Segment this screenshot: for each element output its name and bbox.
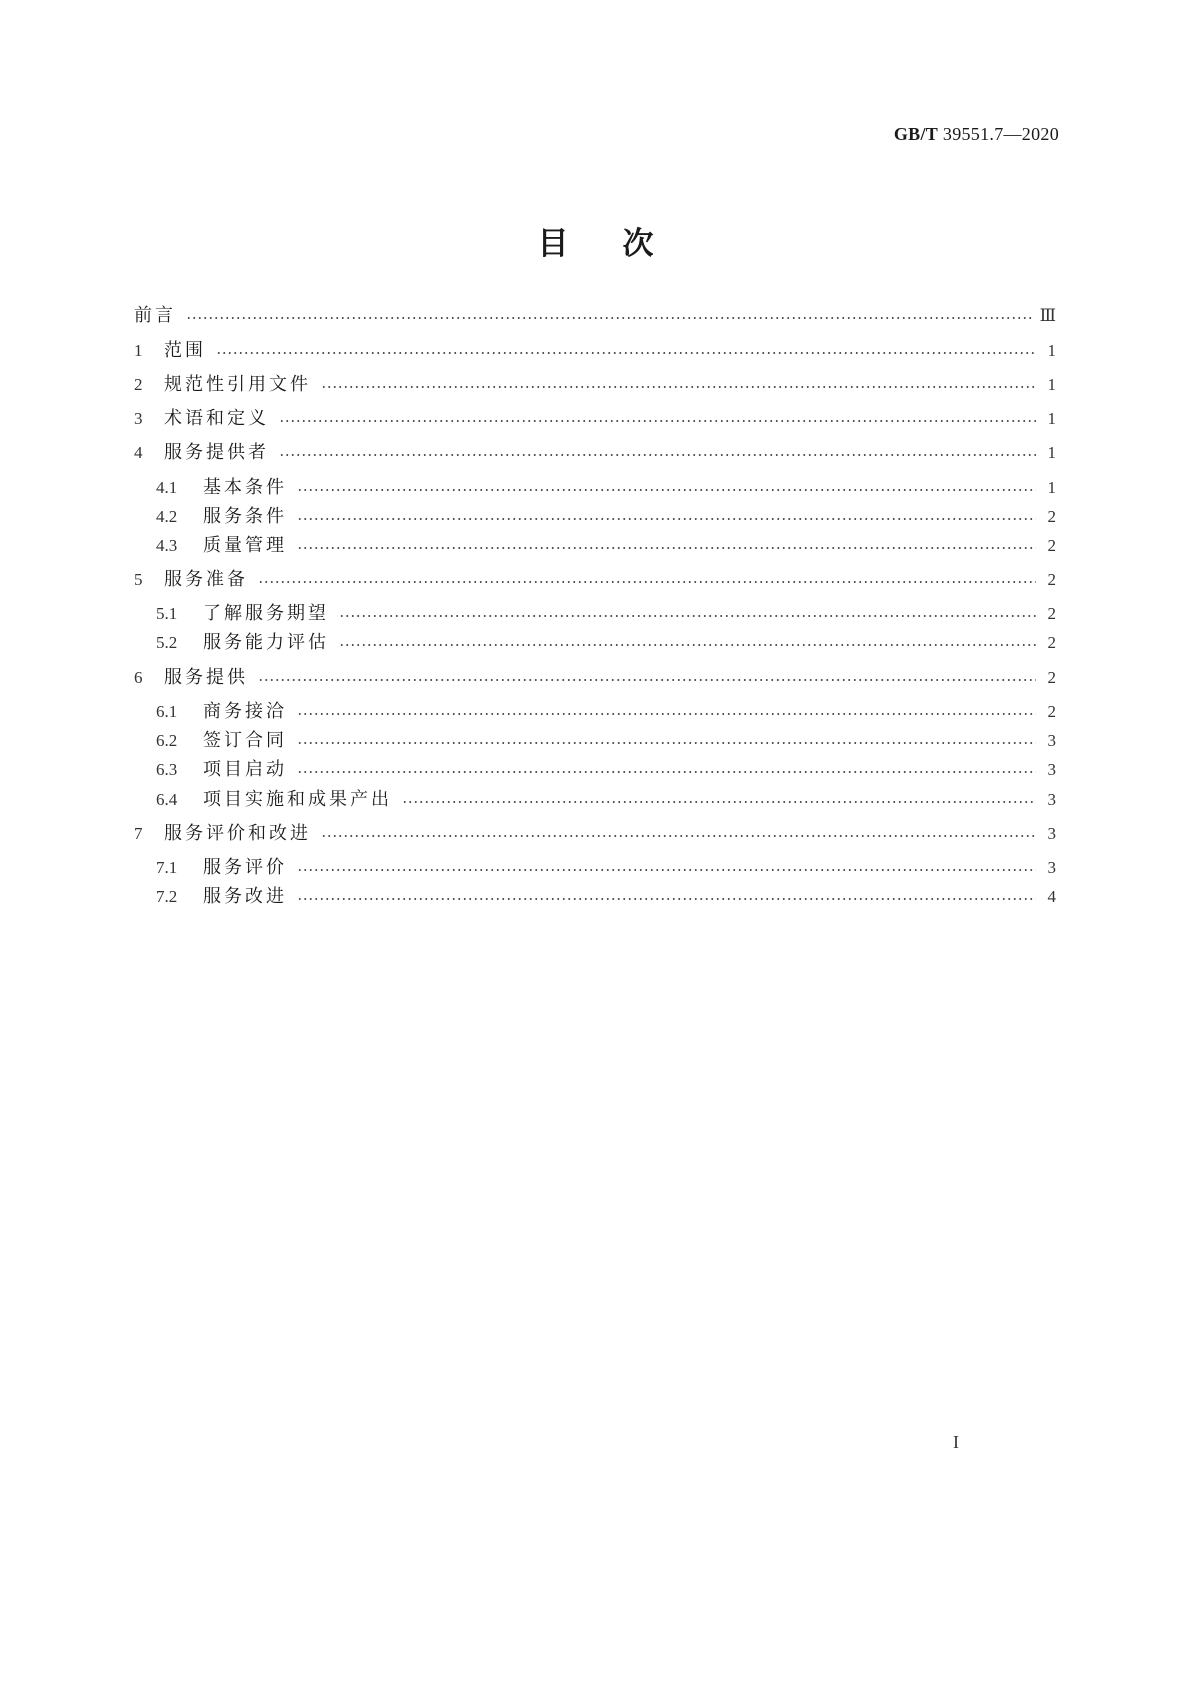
toc-entry-page: 3 (1047, 824, 1056, 843)
toc-entry-page: 1 (1047, 443, 1056, 462)
toc-dot-leader (297, 517, 1036, 521)
toc-dot-leader (297, 488, 1036, 492)
toc-dot-leader (297, 868, 1036, 872)
toc-dot-leader (321, 385, 1036, 389)
toc-entry-label: 了解服务期望 (203, 603, 329, 624)
toc-entry-number: 7.1 (156, 858, 178, 877)
toc-entry[interactable] (156, 788, 1056, 812)
toc-entry-page: 1 (1047, 375, 1056, 394)
page-number: I (953, 1432, 959, 1452)
toc-entry-label: 服务改进 (203, 886, 287, 907)
toc-entry[interactable] (134, 441, 1056, 465)
toc-entry-label: 范围 (164, 340, 206, 361)
toc-entry[interactable] (156, 631, 1056, 655)
toc-entry[interactable] (156, 885, 1056, 909)
toc-entry[interactable] (156, 602, 1056, 626)
toc-entry-page: 1 (1047, 478, 1056, 497)
toc-entry-page: 2 (1047, 570, 1056, 589)
toc-dot-leader (297, 712, 1036, 716)
toc-entry-label: 规范性引用文件 (164, 374, 311, 395)
toc-entry-label: 服务评价和改进 (164, 823, 311, 844)
toc-entry-page: 2 (1047, 668, 1056, 687)
toc-entry-number: 7.2 (156, 887, 178, 906)
toc-entry-page: 3 (1047, 858, 1056, 877)
toc-entry-page: Ⅲ (1039, 306, 1056, 325)
toc-entry-label: 前言 (134, 305, 176, 326)
toc-entry-page: 3 (1047, 731, 1056, 750)
toc-entry[interactable] (156, 505, 1056, 529)
toc-entry-label: 服务条件 (203, 506, 287, 527)
toc-entry[interactable] (156, 758, 1056, 782)
toc-entry[interactable] (134, 666, 1056, 690)
toc-entry-label: 服务能力评估 (203, 632, 329, 653)
toc-entry[interactable] (134, 822, 1056, 846)
toc-entry-number: 4.3 (156, 536, 178, 555)
toc-entry-page: 2 (1047, 604, 1056, 623)
toc-entry-number: 1 (134, 341, 143, 360)
toc-title: 目次 (537, 226, 708, 262)
toc-entry-label: 商务接洽 (203, 701, 287, 722)
toc-dot-leader (279, 419, 1036, 423)
toc-dot-leader (258, 678, 1036, 682)
toc-entry-page: 2 (1047, 536, 1056, 555)
toc-entry-page: 4 (1047, 887, 1056, 906)
toc-entry-number: 6 (134, 668, 143, 687)
toc-entry-number: 5.1 (156, 604, 178, 623)
standard-number: 39551.7—2020 (942, 124, 1059, 144)
toc-entry-number: 2 (134, 375, 143, 394)
toc-entry-number: 4.2 (156, 507, 178, 526)
toc-entry[interactable] (156, 729, 1056, 753)
toc-dot-leader (297, 770, 1036, 774)
toc-entry[interactable] (156, 476, 1056, 500)
toc-dot-leader (258, 580, 1036, 584)
toc-entry-page: 3 (1047, 790, 1056, 809)
toc-entry-page: 2 (1047, 633, 1056, 652)
toc-entry-label: 服务准备 (164, 569, 248, 590)
toc-entry[interactable] (134, 407, 1056, 431)
toc-entry-page: 1 (1047, 341, 1056, 360)
toc-entry[interactable] (156, 856, 1056, 880)
toc-dot-leader (186, 316, 1032, 320)
toc-entry-label: 项目启动 (203, 759, 287, 780)
toc-entry-page: 3 (1047, 760, 1056, 779)
toc-entry-number: 7 (134, 824, 143, 843)
toc-dot-leader (339, 614, 1036, 618)
toc-dot-leader (297, 897, 1036, 901)
toc-dot-leader (321, 834, 1036, 838)
toc-dot-leader (297, 546, 1036, 550)
toc-entry-number: 6.2 (156, 731, 178, 750)
toc-entry-page: 2 (1047, 702, 1056, 721)
toc-entry[interactable] (156, 534, 1056, 558)
toc-dot-leader (297, 741, 1036, 745)
toc-entry[interactable] (134, 304, 1056, 328)
toc-entry-number: 6.3 (156, 760, 178, 779)
toc-entry[interactable] (134, 373, 1056, 397)
toc-dot-leader (339, 643, 1036, 647)
toc-entry-number: 4.1 (156, 478, 178, 497)
toc-entry-number: 5.2 (156, 633, 178, 652)
toc-entry-label: 基本条件 (203, 477, 287, 498)
toc-entry-label: 项目实施和成果产出 (203, 789, 392, 810)
toc-entry-number: 3 (134, 409, 143, 428)
toc-dot-leader (279, 453, 1036, 457)
toc-entry-label: 质量管理 (203, 535, 287, 556)
toc-entry-label: 服务提供 (164, 667, 248, 688)
toc-entry-number: 5 (134, 570, 143, 589)
toc-entry-label: 术语和定义 (164, 408, 269, 429)
toc-entry-number: 6.4 (156, 790, 178, 809)
toc-entry-number: 4 (134, 443, 143, 462)
toc-dot-leader (216, 351, 1036, 355)
toc-entry-label: 服务提供者 (164, 442, 269, 463)
standard-prefix: GB/T (893, 124, 939, 144)
toc-entry-page: 2 (1047, 507, 1056, 526)
toc-entry-label: 服务评价 (203, 857, 287, 878)
toc-entry-label: 签订合同 (203, 730, 287, 751)
toc-dot-leader (402, 800, 1036, 804)
toc-entry[interactable] (134, 339, 1056, 363)
toc-entry[interactable] (134, 568, 1056, 592)
toc-entry-number: 6.1 (156, 702, 178, 721)
toc-entry[interactable] (156, 700, 1056, 724)
toc-entry-page: 1 (1047, 409, 1056, 428)
